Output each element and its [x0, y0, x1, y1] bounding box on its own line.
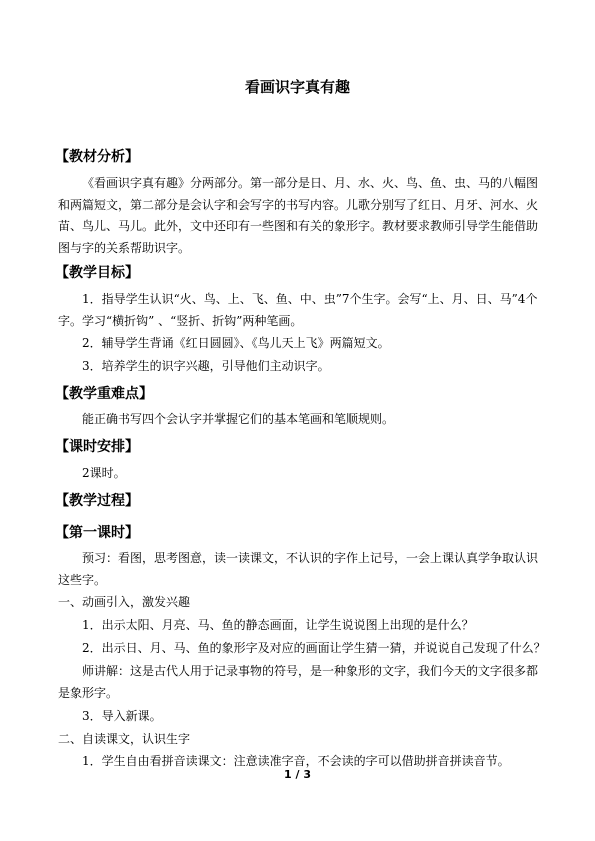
- page-number: 1 / 3: [284, 768, 311, 781]
- schedule-text: 2课时。: [82, 466, 126, 480]
- lesson1-preview: 预习：看图，思考图意，读一读课文，不认识的字作上记号，一会上课认真学争取认识这些字。: [58, 551, 539, 587]
- part1-teacher-explanation: 师讲解：这是古代人用于记录事物的符号，是一种象形的文字，我们今天的文字很多都是象形字。: [58, 664, 539, 700]
- goal-item-3: 3．培养学生的识字兴趣，引导他们主动识字。: [82, 359, 330, 373]
- keypoints-text: 能正确书写四个会认字并掌握它们的基本笔画和笔顺规则。: [82, 412, 395, 426]
- part2-item-1: 1．学生自由看拼音读课文：注意读准字音，不会读的字可以借助拼音拼读音节。: [82, 754, 510, 768]
- goal-item-2: 2．辅导学生背诵《红日圆圆》、《鸟儿天上飞》两篇短文。: [82, 336, 390, 350]
- heading-process: 【教学过程】: [55, 493, 139, 509]
- part1-item-2: 2．出示日、月、马、鱼的象形字及对应的画面让学生猜一猜，并说说自己发现了什么？: [82, 641, 546, 655]
- heading-lesson1: 【第一课时】: [55, 525, 139, 541]
- heading-schedule: 【课时安排】: [55, 439, 139, 455]
- document-title: 看画识字真有趣: [244, 78, 350, 96]
- goal-item-1: 1．指导学生认识“火、鸟、上、飞、鱼、中、虫”7个生字。会写“上、月、日、马”4个字。学习“横折钩” 、“竖折、折钩”两种笔画。: [58, 292, 538, 328]
- heading-analysis: 【教材分析】: [55, 149, 139, 165]
- heading-keypoints: 【教学重难点】: [55, 386, 153, 402]
- heading-goals: 【教学目标】: [55, 265, 139, 281]
- part1-item-3: 3．导入新课。: [82, 709, 162, 723]
- part1-title: 一、动画引入，激发兴趣: [58, 595, 191, 609]
- part2-title: 二、自读课文，认识生字: [58, 732, 191, 746]
- part1-item-1: 1．出示太阳、月亮、马、鱼的静态画面，让学生说说图上出现的是什么？: [82, 618, 474, 632]
- analysis-paragraph: 《看画识字真有趣》分两部分。第一部分是日、月、水、火、鸟、鱼、虫、马的八幅图和两篇短文，第二部分是会认字和会写字的书写内容。儿歌分别写了红日、月牙、河水、火苗、鸟儿、马儿。此外，文中还印有一些图和有关的象形字。教材要求教师引导学生能借助图与字的关系帮助识字。: [58, 176, 539, 255]
